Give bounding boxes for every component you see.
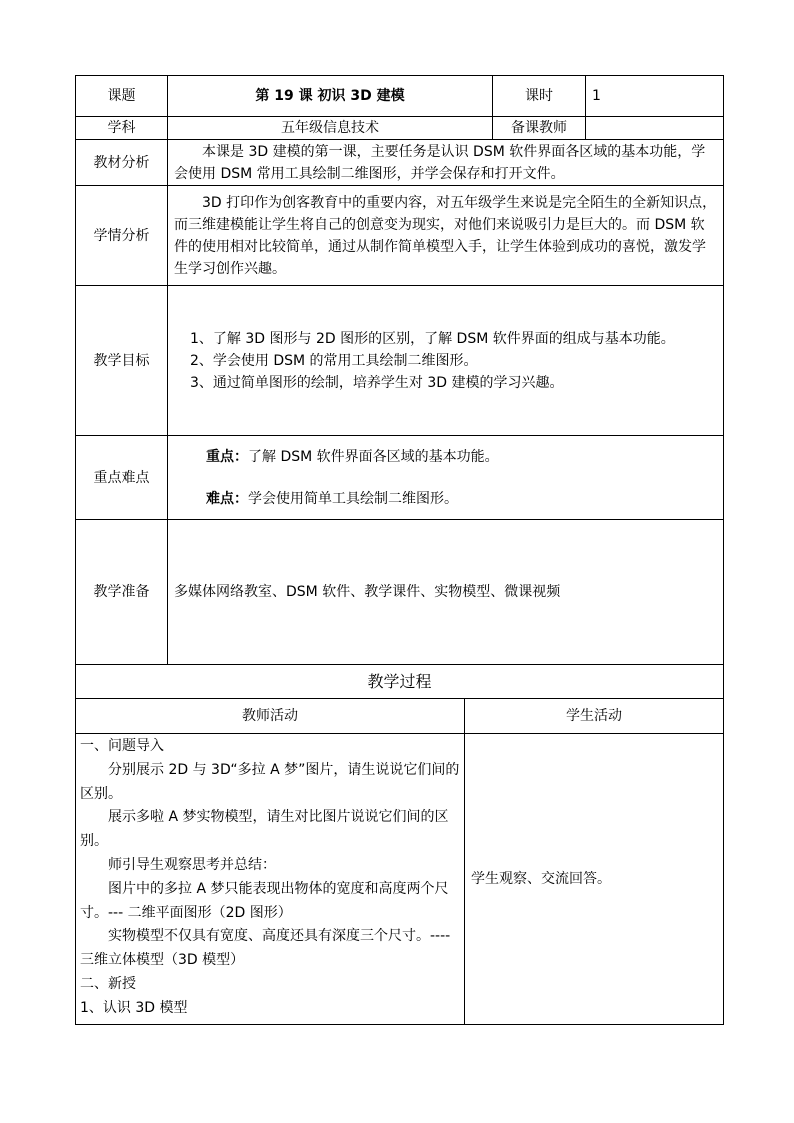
teacher-line: 展示多啦 A 梦实物模型，请生对比图片说说它们间的区别。 (80, 809, 449, 850)
topic-value: 第 19 课 初识 3D 建模 (168, 76, 493, 117)
teacher-label: 备课教师 (493, 117, 586, 140)
material-text (168, 140, 724, 186)
goals-label: 教学目标 (76, 286, 168, 436)
key-point-text: 了解 DSM 软件界面各区域的基本功能。 (248, 448, 499, 465)
prep-text: 多媒体网络教室、DSM 软件、教学课件、实物模型、微课视频 (168, 520, 724, 665)
difficult-point-text: 学会使用简单工具绘制二维图形。 (248, 490, 458, 507)
lesson-info-table (75, 75, 724, 665)
teacher-activity-header: 教师活动 (76, 699, 465, 734)
subject-label: 学科 (76, 117, 168, 140)
keypoints-content (168, 436, 724, 520)
goals-list (168, 286, 724, 436)
teacher-line: 二、新授 (80, 975, 136, 992)
teacher-line: 师引导生观察思考并总结： (108, 856, 276, 873)
process-title: 教学过程 (76, 665, 724, 699)
goal-item: 1、了解 3D 图形与 2D 图形的区别，了解 DSM 软件界面的组成与基本功能。 (190, 330, 675, 347)
student-analysis-label: 学情分析 (76, 186, 168, 286)
keypoints-label: 重点难点 (76, 436, 168, 520)
student-analysis-text (168, 186, 724, 286)
teacher-line: 1、认识 3D 模型 (80, 999, 188, 1016)
hours-label: 课时 (493, 76, 586, 117)
lesson-plan-page (75, 75, 723, 1025)
difficult-point-line (206, 488, 723, 510)
material-paragraph: 本课是 3D 建模的第一课，主要任务是认识 DSM 软件界面各区域的基本功能，学会使用 DSM 常用工具绘制二维图形，并学会保存和打开文件。 (174, 143, 706, 182)
material-label: 教材分析 (76, 140, 168, 186)
teacher-value (586, 117, 724, 140)
process-table (75, 664, 724, 1025)
student-analysis-paragraph: 3D 打印作为创客教育中的重要内容，对五年级学生来说是完全陌生的全新知识点，而三维建模能让学生将自己的创意变为现实，对他们来说吸引力是巨大的。而 DSM 软件的使用相对比较简单，通过从制作简单模型入手，让学生体验到成功的喜悦，激发学生学习创作兴趣。 (174, 194, 717, 277)
student-activity-cell: 学生观察、交流回答。 (465, 734, 724, 1025)
subject-value: 五年级信息技术 (168, 117, 493, 140)
goal-item: 2、学会使用 DSM 的常用工具绘制二维图形。 (190, 352, 478, 369)
teacher-activity-cell (76, 734, 465, 1025)
key-point-title: 重点： (206, 448, 248, 465)
prep-label: 教学准备 (76, 520, 168, 665)
teacher-line: 一、问题导入 (80, 738, 164, 754)
hours-value: 1 (586, 76, 724, 117)
teacher-line: 图片中的多拉 A 梦只能表现出物体的宽度和高度两个尺寸。--- 二维平面图形（2D 图形） (80, 880, 449, 921)
goal-item: 3、通过简单图形的绘制，培养学生对 3D 建模的学习兴趣。 (190, 374, 564, 391)
teacher-line: 实物模型不仅具有宽度、高度还具有深度三个尺寸。---- 三维立体模型（3D 模型） (80, 928, 451, 969)
student-activity-header: 学生活动 (465, 699, 724, 734)
difficult-point-title: 难点： (206, 490, 248, 507)
key-point-line (206, 446, 723, 468)
teacher-line: 分别展示 2D 与 3D“多拉 A 梦”图片，请生说说它们间的区别。 (80, 761, 460, 802)
topic-label: 课题 (76, 76, 168, 117)
